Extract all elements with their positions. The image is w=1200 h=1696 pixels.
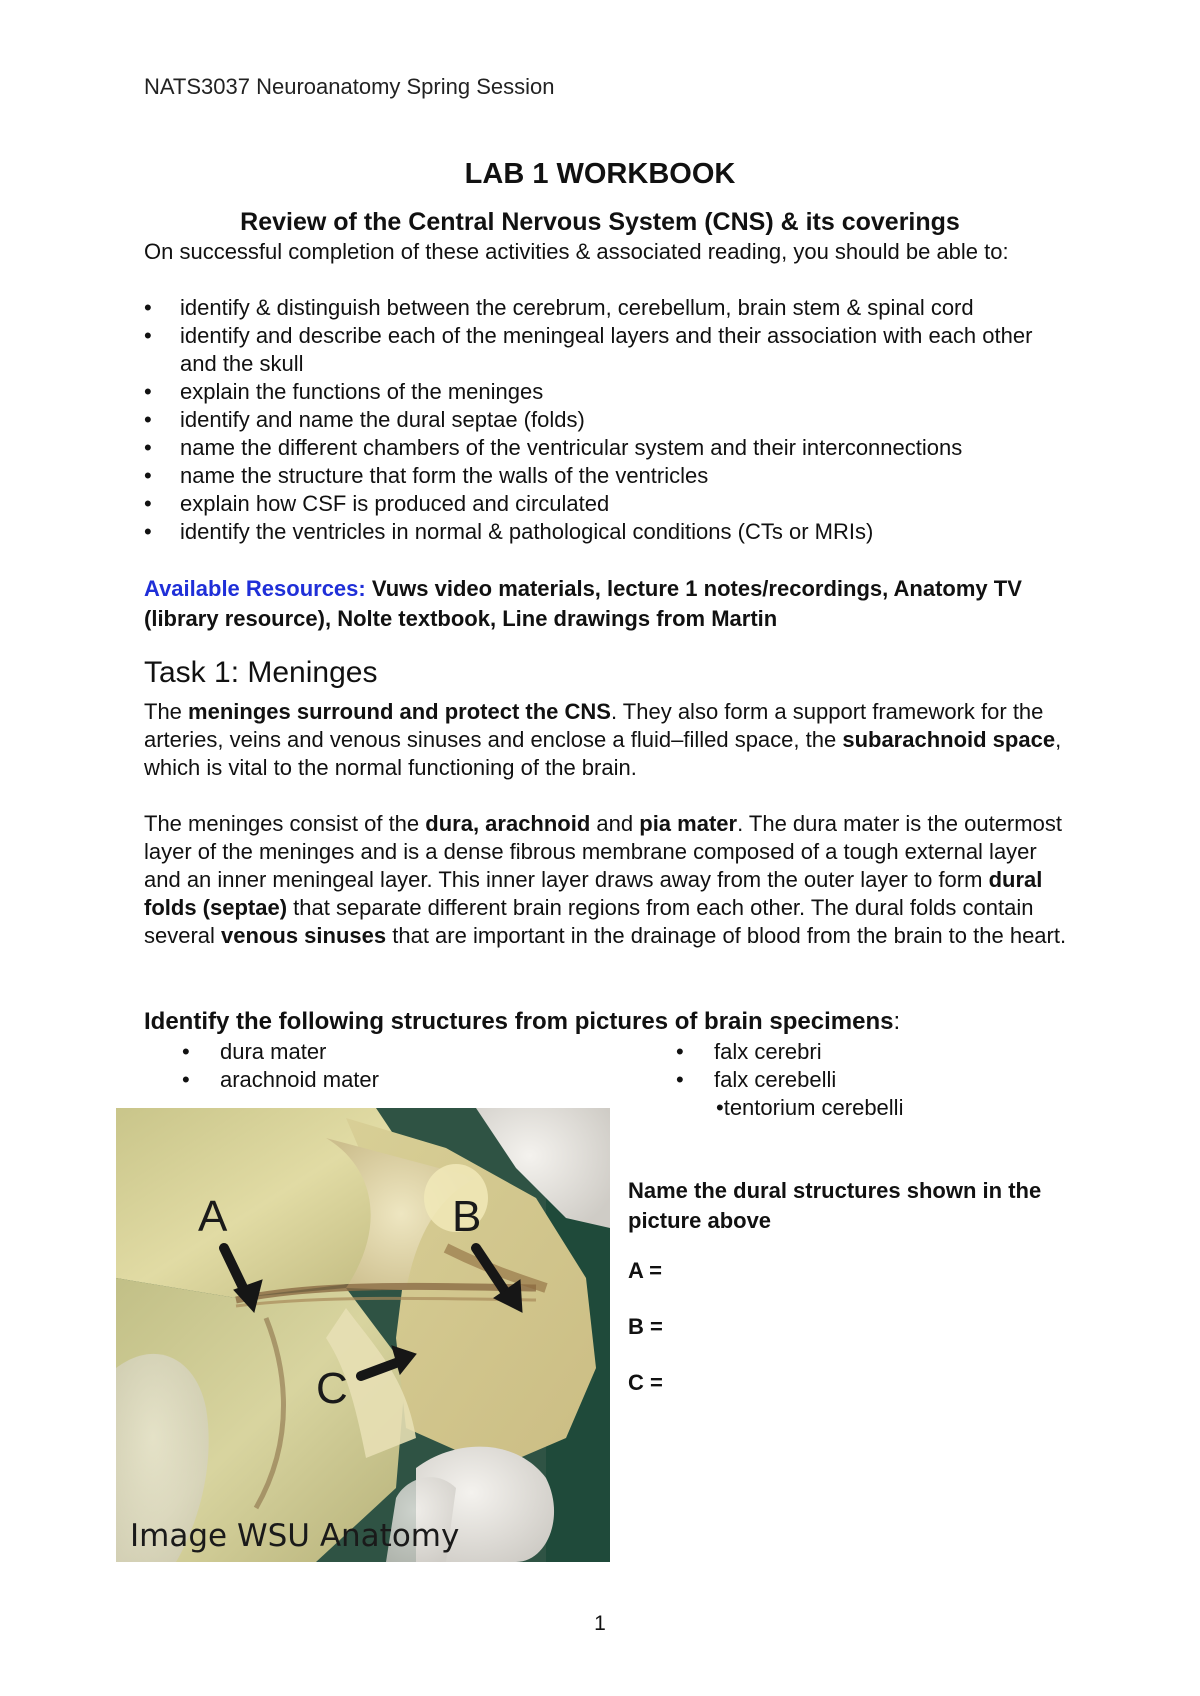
- intro-paragraph: On successful completion of these activities & associated reading, you should be able to:: [144, 239, 1009, 264]
- photo-label-b: B: [452, 1192, 482, 1241]
- objective-item: [144, 518, 1064, 546]
- objective-text: identify and name the dural septae (folds): [180, 407, 585, 432]
- bullet-icon: •: [144, 379, 152, 404]
- bullet-icon: •: [144, 519, 152, 544]
- structure-text: falx cerebri: [714, 1039, 822, 1064]
- available-resources: [144, 574, 1084, 634]
- objective-text: explain the functions of the meninges: [180, 379, 544, 404]
- bold-run: pia mater: [639, 811, 738, 836]
- bullet-icon: •: [182, 1067, 190, 1092]
- text-run: , which is vital to the normal functioning of the brain.: [144, 727, 1062, 780]
- bullet-icon: •: [182, 1039, 190, 1064]
- answer-c: C =: [628, 1370, 663, 1395]
- page-number: 1: [594, 1612, 606, 1635]
- structure-text: falx cerebelli: [714, 1067, 837, 1092]
- brain-specimen-photo: [116, 1108, 610, 1562]
- photo-label-a: A: [198, 1192, 228, 1241]
- question-text: Name the dural structures shown in the picture above: [628, 1178, 1042, 1233]
- objective-item: [144, 462, 1064, 490]
- resources-label: Available Resources:: [144, 576, 366, 601]
- objective-item: [144, 294, 1064, 322]
- bold-run: dural folds (septae): [144, 867, 1043, 920]
- text-run: The: [144, 699, 189, 724]
- objective-item: [144, 406, 1064, 434]
- running-header: NATS3037 Neuroanatomy Spring Session: [144, 74, 555, 99]
- text-run: that are important in the drainage of blood from the brain to the heart.: [386, 923, 1067, 948]
- objective-text: name the structure that form the walls of the ventricles: [180, 463, 709, 488]
- text-run: . The dura mater is the outermost layer of the meninges and is a dense fibrous membrane composed of a tough external layer and an inner meningeal layer. This inner layer draws away from the outer layer to form: [144, 811, 1062, 892]
- specimen-illustration: [116, 1108, 610, 1562]
- objective-text: name the different chambers of the ventricular system and their interconnections: [180, 435, 963, 460]
- bold-run: venous sinuses: [221, 923, 387, 948]
- bullet-icon: •: [144, 491, 152, 516]
- bold-run: dura, arachnoid: [425, 811, 591, 836]
- structure-item-tentorium: •tentorium cerebelli: [716, 1095, 904, 1120]
- structure-item: [182, 1066, 379, 1094]
- objective-text: identify and describe each of the meningeal layers and their association with each other and the skull: [180, 323, 1033, 376]
- structures-list-left: [182, 1038, 379, 1094]
- meninges-paragraph-1: [144, 698, 1074, 782]
- task-heading: Task 1: Meninges: [144, 656, 378, 689]
- objective-item: [144, 378, 1064, 406]
- objective-text: identify the ventricles in normal & pathological conditions (CTs or MRIs): [180, 519, 874, 544]
- text-run: . They also form a support framework for the arteries, veins and venous sinuses and enclose a fluid–filled space, the: [144, 699, 1044, 752]
- objective-text: identify & distinguish between the cerebrum, cerebellum, brain stem & spinal cord: [180, 295, 974, 320]
- identify-heading-colon: :: [893, 1008, 901, 1035]
- objective-text: explain how CSF is produced and circulated: [180, 491, 610, 516]
- answer-b: B =: [628, 1314, 663, 1339]
- answer-a: A =: [628, 1258, 663, 1283]
- resources-text: Vuws video materials, lecture 1 notes/recordings, Anatomy TV (library resource), Nolte textbook, Line drawings from Martin: [144, 576, 1022, 631]
- structure-text: dura mater: [220, 1039, 327, 1064]
- objective-item: [144, 434, 1064, 462]
- identify-heading: [144, 1008, 900, 1036]
- structures-list-right: [676, 1038, 836, 1094]
- bullet-icon: •: [144, 463, 152, 488]
- structure-item: [676, 1038, 836, 1066]
- bold-run: meninges surround and protect the CNS: [188, 699, 611, 724]
- learning-objectives-list: [144, 294, 1064, 546]
- bullet-icon: •: [144, 323, 152, 348]
- bullet-icon: •: [144, 295, 152, 320]
- bullet-icon: •: [676, 1067, 684, 1092]
- page-subtitle: Review of the Central Nervous System (CNS) & its coverings: [240, 208, 960, 236]
- bullet-icon: •: [144, 435, 152, 460]
- identify-heading-text: Identify the following structures from pictures of brain specimens: [144, 1008, 894, 1035]
- bold-run: subarachnoid space: [842, 727, 1056, 752]
- structure-item: [182, 1038, 379, 1066]
- text-run: that separate different brain regions from each other. The dural folds contain several: [144, 895, 1034, 948]
- text-run: The meninges consist of the: [144, 811, 426, 836]
- meninges-paragraph-2: [144, 810, 1074, 950]
- photo-label-c: C: [316, 1364, 348, 1413]
- photo-caption: Image WSU Anatomy: [130, 1518, 460, 1554]
- objective-item: [144, 322, 1064, 378]
- bullet-icon: •: [676, 1039, 684, 1064]
- structure-item: [676, 1066, 836, 1094]
- page-title: LAB 1 WORKBOOK: [464, 158, 736, 190]
- bullet-icon: •: [144, 407, 152, 432]
- text-run: and: [590, 811, 640, 836]
- objective-item: [144, 490, 1064, 518]
- structure-text: arachnoid mater: [220, 1067, 379, 1092]
